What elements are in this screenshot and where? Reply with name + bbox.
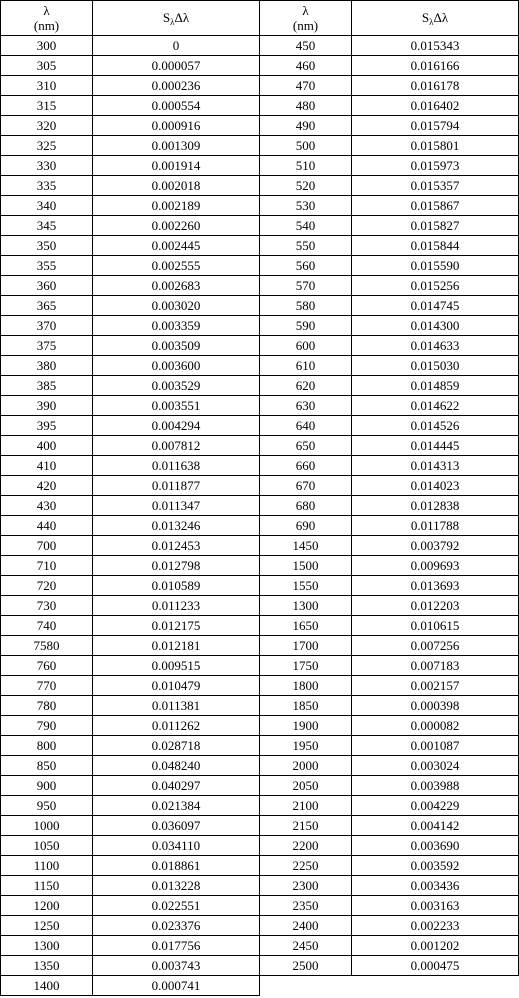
value-cell-left: 0 bbox=[93, 36, 260, 56]
wavelength-cell-right: 1750 bbox=[260, 656, 352, 676]
value-cell-left: 0.003743 bbox=[93, 956, 260, 976]
wavelength-cell-left: 355 bbox=[1, 256, 93, 276]
value-cell-right: 0.002233 bbox=[352, 916, 519, 936]
wavelength-cell-right: 580 bbox=[260, 296, 352, 316]
value-cell-right: 0.000082 bbox=[352, 716, 519, 736]
wavelength-cell-left: 430 bbox=[1, 496, 93, 516]
wavelength-cell-right: 460 bbox=[260, 56, 352, 76]
value-cell-right: 0.003690 bbox=[352, 836, 519, 856]
wavelength-cell-right: 2450 bbox=[260, 936, 352, 956]
value-cell-right: 0.001202 bbox=[352, 936, 519, 956]
table-row bbox=[1, 496, 519, 516]
wavelength-cell-left: 410 bbox=[1, 456, 93, 476]
table-row bbox=[1, 296, 519, 316]
value-cell-right: 0.016178 bbox=[352, 76, 519, 96]
table-row bbox=[1, 676, 519, 696]
wavelength-cell-left: 315 bbox=[1, 96, 93, 116]
table-row bbox=[1, 576, 519, 596]
value-cell-left: 0.010479 bbox=[93, 676, 260, 696]
value-cell-right: 0.014023 bbox=[352, 476, 519, 496]
value-cell-left: 0.003551 bbox=[93, 396, 260, 416]
value-cell-left: 0.007812 bbox=[93, 436, 260, 456]
value-cell-left: 0.012175 bbox=[93, 616, 260, 636]
value-cell-left: 0.002555 bbox=[93, 256, 260, 276]
value-cell-left: 0.018861 bbox=[93, 856, 260, 876]
wavelength-cell-left: 1000 bbox=[1, 816, 93, 836]
value-cell-left: 0.023376 bbox=[93, 916, 260, 936]
wavelength-cell-left: 900 bbox=[1, 776, 93, 796]
value-cell-right: 0.015867 bbox=[352, 196, 519, 216]
table-row bbox=[1, 736, 519, 756]
value-cell-left: 0.012453 bbox=[93, 536, 260, 556]
wavelength-cell-right: 620 bbox=[260, 376, 352, 396]
wavelength-cell-left: 360 bbox=[1, 276, 93, 296]
wavelength-cell-left: 350 bbox=[1, 236, 93, 256]
table-row bbox=[1, 696, 519, 716]
wavelength-cell-left: 320 bbox=[1, 116, 93, 136]
wavelength-cell-right: 600 bbox=[260, 336, 352, 356]
wavelength-cell-left: 335 bbox=[1, 176, 93, 196]
value-cell-left: 0.021384 bbox=[93, 796, 260, 816]
table-row bbox=[1, 416, 519, 436]
value-cell-left: 0.000916 bbox=[93, 116, 260, 136]
table-row bbox=[1, 816, 519, 836]
wavelength-cell-right: 1850 bbox=[260, 696, 352, 716]
wavelength-cell-right: 570 bbox=[260, 276, 352, 296]
table-row bbox=[1, 756, 519, 776]
value-cell-right: 0.015357 bbox=[352, 176, 519, 196]
value-suffix: Δλ bbox=[174, 9, 190, 25]
value-cell-left: 0.002018 bbox=[93, 176, 260, 196]
table-body bbox=[1, 36, 519, 996]
wavelength-cell-right: 2200 bbox=[260, 836, 352, 856]
table-row bbox=[1, 936, 519, 956]
table-row bbox=[1, 136, 519, 156]
value-cell-left: 0.000741 bbox=[93, 976, 260, 996]
value-cell-right: 0.014300 bbox=[352, 316, 519, 336]
wavelength-cell-left: 300 bbox=[1, 36, 93, 56]
wavelength-cell-right: 520 bbox=[260, 176, 352, 196]
wavelength-cell-left: 1400 bbox=[1, 976, 93, 996]
table-row bbox=[1, 56, 519, 76]
value-cell-right: 0.015343 bbox=[352, 36, 519, 56]
value-cell-left: 0.034110 bbox=[93, 836, 260, 856]
value-cell-right: 0.000475 bbox=[352, 956, 519, 976]
table-row bbox=[1, 776, 519, 796]
value-cell-left: 0.002260 bbox=[93, 216, 260, 236]
wavelength-cell-left: 700 bbox=[1, 536, 93, 556]
wavelength-cell-left: 760 bbox=[1, 656, 93, 676]
value-cell-right: 0.016402 bbox=[352, 96, 519, 116]
value-cell-right: 0.010615 bbox=[352, 616, 519, 636]
value-cell-left: 0.048240 bbox=[93, 756, 260, 776]
wavelength-cell-right: 2050 bbox=[260, 776, 352, 796]
wavelength-cell-left: 800 bbox=[1, 736, 93, 756]
wavelength-cell-left: 1350 bbox=[1, 956, 93, 976]
value-cell-left: 0.011877 bbox=[93, 476, 260, 496]
wavelength-cell-right: 500 bbox=[260, 136, 352, 156]
table-row bbox=[1, 36, 519, 56]
wavelength-cell-right: 1450 bbox=[260, 536, 352, 556]
wavelength-cell-right: 2250 bbox=[260, 856, 352, 876]
value-cell-left: 0.000057 bbox=[93, 56, 260, 76]
value-cell-left: 0.003600 bbox=[93, 356, 260, 376]
table-row bbox=[1, 596, 519, 616]
table-row bbox=[1, 276, 519, 296]
table-row bbox=[1, 836, 519, 856]
value-cell-right: 0.004142 bbox=[352, 816, 519, 836]
wavelength-cell-left: 780 bbox=[1, 696, 93, 716]
value-cell-right: 0.003024 bbox=[352, 756, 519, 776]
wavelength-cell-left: 1100 bbox=[1, 856, 93, 876]
wavelength-cell-right: 480 bbox=[260, 96, 352, 116]
table-row bbox=[1, 916, 519, 936]
wavelength-cell-right: 660 bbox=[260, 456, 352, 476]
wavelength-cell-left: 400 bbox=[1, 436, 93, 456]
value-cell-right: 0.015801 bbox=[352, 136, 519, 156]
wavelength-cell-right: 1550 bbox=[260, 576, 352, 596]
table-row bbox=[1, 896, 519, 916]
value-cell-left: 0.003509 bbox=[93, 336, 260, 356]
value-cell-left: 0.002445 bbox=[93, 236, 260, 256]
table-row bbox=[1, 376, 519, 396]
value-cell-right: 0.009693 bbox=[352, 556, 519, 576]
wavelength-cell-right: 450 bbox=[260, 36, 352, 56]
value-cell-left: 0.001914 bbox=[93, 156, 260, 176]
wavelength-cell-left: 790 bbox=[1, 716, 93, 736]
wavelength-cell-left: 380 bbox=[1, 356, 93, 376]
wavelength-header-right bbox=[260, 1, 352, 36]
table-row bbox=[1, 876, 519, 896]
value-cell-right: 0.003163 bbox=[352, 896, 519, 916]
wavelength-cell-left: 7580 bbox=[1, 636, 93, 656]
value-cell-left: 0.003359 bbox=[93, 316, 260, 336]
wavelength-cell-right: 2100 bbox=[260, 796, 352, 816]
wavelength-cell-left: 370 bbox=[1, 316, 93, 336]
value-cell-left: 0.017756 bbox=[93, 936, 260, 956]
wavelength-cell-right: 470 bbox=[260, 76, 352, 96]
wavelength-cell-right: 510 bbox=[260, 156, 352, 176]
table-row bbox=[1, 976, 519, 996]
wavelength-cell-right: 560 bbox=[260, 256, 352, 276]
wavelength-cell-right: 690 bbox=[260, 516, 352, 536]
value-cell-right: 0.014745 bbox=[352, 296, 519, 316]
value-cell-right: 0.016166 bbox=[352, 56, 519, 76]
value-cell-right: 0.015030 bbox=[352, 356, 519, 376]
value-cell-right: 0.011788 bbox=[352, 516, 519, 536]
wavelength-cell-left: 740 bbox=[1, 616, 93, 636]
value-cell-left: 0.000236 bbox=[93, 76, 260, 96]
wavelength-cell-right: 1650 bbox=[260, 616, 352, 636]
table-row bbox=[1, 456, 519, 476]
value-cell-left: 0.004294 bbox=[93, 416, 260, 436]
wavelength-cell-left: 330 bbox=[1, 156, 93, 176]
value-cell-left: 0.011262 bbox=[93, 716, 260, 736]
empty-cell-right bbox=[260, 976, 519, 996]
wavelength-cell-right: 680 bbox=[260, 496, 352, 516]
table-row bbox=[1, 616, 519, 636]
table-row bbox=[1, 356, 519, 376]
wavelength-cell-left: 375 bbox=[1, 336, 93, 356]
value-suffix: Δλ bbox=[433, 9, 449, 25]
wavelength-cell-left: 305 bbox=[1, 56, 93, 76]
wavelength-cell-right: 2350 bbox=[260, 896, 352, 916]
wavelength-cell-left: 950 bbox=[1, 796, 93, 816]
wavelength-unit: (nm) bbox=[33, 18, 60, 33]
value-cell-right: 0.014445 bbox=[352, 436, 519, 456]
value-cell-right: 0.003592 bbox=[352, 856, 519, 876]
table-row bbox=[1, 476, 519, 496]
value-cell-right: 0.014622 bbox=[352, 396, 519, 416]
wavelength-cell-right: 1950 bbox=[260, 736, 352, 756]
value-cell-right: 0.012838 bbox=[352, 496, 519, 516]
table-row bbox=[1, 116, 519, 136]
wavelength-cell-right: 650 bbox=[260, 436, 352, 456]
value-cell-right: 0.004229 bbox=[352, 796, 519, 816]
wavelength-unit: (nm) bbox=[292, 18, 319, 33]
value-cell-left: 0.011638 bbox=[93, 456, 260, 476]
value-cell-right: 0.003792 bbox=[352, 536, 519, 556]
value-cell-left: 0.040297 bbox=[93, 776, 260, 796]
wavelength-cell-right: 2300 bbox=[260, 876, 352, 896]
value-cell-left: 0.009515 bbox=[93, 656, 260, 676]
wavelength-cell-left: 395 bbox=[1, 416, 93, 436]
value-cell-right: 0.015844 bbox=[352, 236, 519, 256]
value-cell-right: 0.014859 bbox=[352, 376, 519, 396]
wavelength-cell-right: 670 bbox=[260, 476, 352, 496]
value-cell-right: 0.001087 bbox=[352, 736, 519, 756]
value-cell-right: 0.007256 bbox=[352, 636, 519, 656]
value-cell-left: 0.010589 bbox=[93, 576, 260, 596]
wavelength-cell-left: 325 bbox=[1, 136, 93, 156]
value-subscript: λ bbox=[170, 16, 175, 27]
wavelength-cell-left: 730 bbox=[1, 596, 93, 616]
wavelength-cell-right: 1500 bbox=[260, 556, 352, 576]
table-row bbox=[1, 76, 519, 96]
wavelength-cell-right: 640 bbox=[260, 416, 352, 436]
table-row bbox=[1, 96, 519, 116]
value-cell-left: 0.012798 bbox=[93, 556, 260, 576]
value-cell-right: 0.012203 bbox=[352, 596, 519, 616]
table-row bbox=[1, 236, 519, 256]
table-row bbox=[1, 256, 519, 276]
wavelength-cell-right: 1800 bbox=[260, 676, 352, 696]
wavelength-cell-right: 540 bbox=[260, 216, 352, 236]
value-cell-left: 0.003529 bbox=[93, 376, 260, 396]
value-cell-right: 0.015256 bbox=[352, 276, 519, 296]
value-cell-right: 0.013693 bbox=[352, 576, 519, 596]
wavelength-cell-left: 1200 bbox=[1, 896, 93, 916]
wavelength-header-left bbox=[1, 1, 93, 36]
value-cell-left: 0.011233 bbox=[93, 596, 260, 616]
value-cell-left: 0.011347 bbox=[93, 496, 260, 516]
value-cell-right: 0.007183 bbox=[352, 656, 519, 676]
wavelength-cell-left: 440 bbox=[1, 516, 93, 536]
wavelength-cell-right: 1900 bbox=[260, 716, 352, 736]
value-cell-right: 0.015973 bbox=[352, 156, 519, 176]
wavelength-cell-left: 1300 bbox=[1, 936, 93, 956]
wavelength-cell-right: 490 bbox=[260, 116, 352, 136]
wavelength-symbol: λ bbox=[302, 3, 309, 18]
wavelength-cell-left: 420 bbox=[1, 476, 93, 496]
value-symbol: S bbox=[162, 9, 171, 25]
value-cell-left: 0.036097 bbox=[93, 816, 260, 836]
value-cell-left: 0.003020 bbox=[93, 296, 260, 316]
wavelength-cell-right: 2400 bbox=[260, 916, 352, 936]
table-row bbox=[1, 556, 519, 576]
wavelength-cell-left: 390 bbox=[1, 396, 93, 416]
wavelength-cell-left: 1250 bbox=[1, 916, 93, 936]
wavelength-cell-left: 770 bbox=[1, 676, 93, 696]
value-cell-right: 0.000398 bbox=[352, 696, 519, 716]
table-row bbox=[1, 796, 519, 816]
wavelength-cell-left: 345 bbox=[1, 216, 93, 236]
table-row bbox=[1, 856, 519, 876]
table-row bbox=[1, 176, 519, 196]
table-row bbox=[1, 716, 519, 736]
header-row bbox=[1, 1, 519, 36]
wavelength-cell-right: 2500 bbox=[260, 956, 352, 976]
value-cell-right: 0.003988 bbox=[352, 776, 519, 796]
value-cell-left: 0.012181 bbox=[93, 636, 260, 656]
wavelength-cell-right: 550 bbox=[260, 236, 352, 256]
value-cell-left: 0.002189 bbox=[93, 196, 260, 216]
wavelength-cell-right: 2150 bbox=[260, 816, 352, 836]
value-cell-right: 0.015827 bbox=[352, 216, 519, 236]
table-row bbox=[1, 656, 519, 676]
wavelength-cell-left: 365 bbox=[1, 296, 93, 316]
wavelength-cell-left: 720 bbox=[1, 576, 93, 596]
wavelength-cell-right: 2000 bbox=[260, 756, 352, 776]
value-cell-left: 0.022551 bbox=[93, 896, 260, 916]
value-cell-left: 0.013246 bbox=[93, 516, 260, 536]
wavelength-cell-left: 1150 bbox=[1, 876, 93, 896]
table-row bbox=[1, 336, 519, 356]
wavelength-cell-right: 1300 bbox=[260, 596, 352, 616]
value-cell-right: 0.014633 bbox=[352, 336, 519, 356]
table-row bbox=[1, 196, 519, 216]
table-row bbox=[1, 396, 519, 416]
table-row bbox=[1, 316, 519, 336]
wavelength-cell-right: 610 bbox=[260, 356, 352, 376]
value-cell-left: 0.013228 bbox=[93, 876, 260, 896]
table-row bbox=[1, 956, 519, 976]
table-row bbox=[1, 156, 519, 176]
wavelength-cell-left: 310 bbox=[1, 76, 93, 96]
value-cell-right: 0.015794 bbox=[352, 116, 519, 136]
value-cell-right: 0.014526 bbox=[352, 416, 519, 436]
value-cell-left: 0.001309 bbox=[93, 136, 260, 156]
value-cell-right: 0.003436 bbox=[352, 876, 519, 896]
value-cell-left: 0.000554 bbox=[93, 96, 260, 116]
value-symbol: S bbox=[421, 9, 430, 25]
wavelength-cell-left: 710 bbox=[1, 556, 93, 576]
wavelength-cell-right: 530 bbox=[260, 196, 352, 216]
table-row bbox=[1, 516, 519, 536]
table-row bbox=[1, 536, 519, 556]
table-row bbox=[1, 436, 519, 456]
value-cell-right: 0.002157 bbox=[352, 676, 519, 696]
value-subscript: λ bbox=[429, 16, 434, 27]
table-row bbox=[1, 636, 519, 656]
table-row bbox=[1, 216, 519, 236]
wavelength-symbol: λ bbox=[43, 3, 50, 18]
value-cell-right: 0.015590 bbox=[352, 256, 519, 276]
wavelength-cell-right: 1700 bbox=[260, 636, 352, 656]
value-cell-right: 0.014313 bbox=[352, 456, 519, 476]
wavelength-cell-left: 850 bbox=[1, 756, 93, 776]
wavelength-cell-right: 630 bbox=[260, 396, 352, 416]
value-header-left bbox=[93, 1, 260, 36]
value-cell-left: 0.028718 bbox=[93, 736, 260, 756]
value-cell-left: 0.002683 bbox=[93, 276, 260, 296]
value-cell-left: 0.011381 bbox=[93, 696, 260, 716]
value-header-right bbox=[352, 1, 519, 36]
wavelength-cell-left: 1050 bbox=[1, 836, 93, 856]
wavelength-cell-right: 590 bbox=[260, 316, 352, 336]
wavelength-cell-left: 340 bbox=[1, 196, 93, 216]
wavelength-cell-left: 385 bbox=[1, 376, 93, 396]
